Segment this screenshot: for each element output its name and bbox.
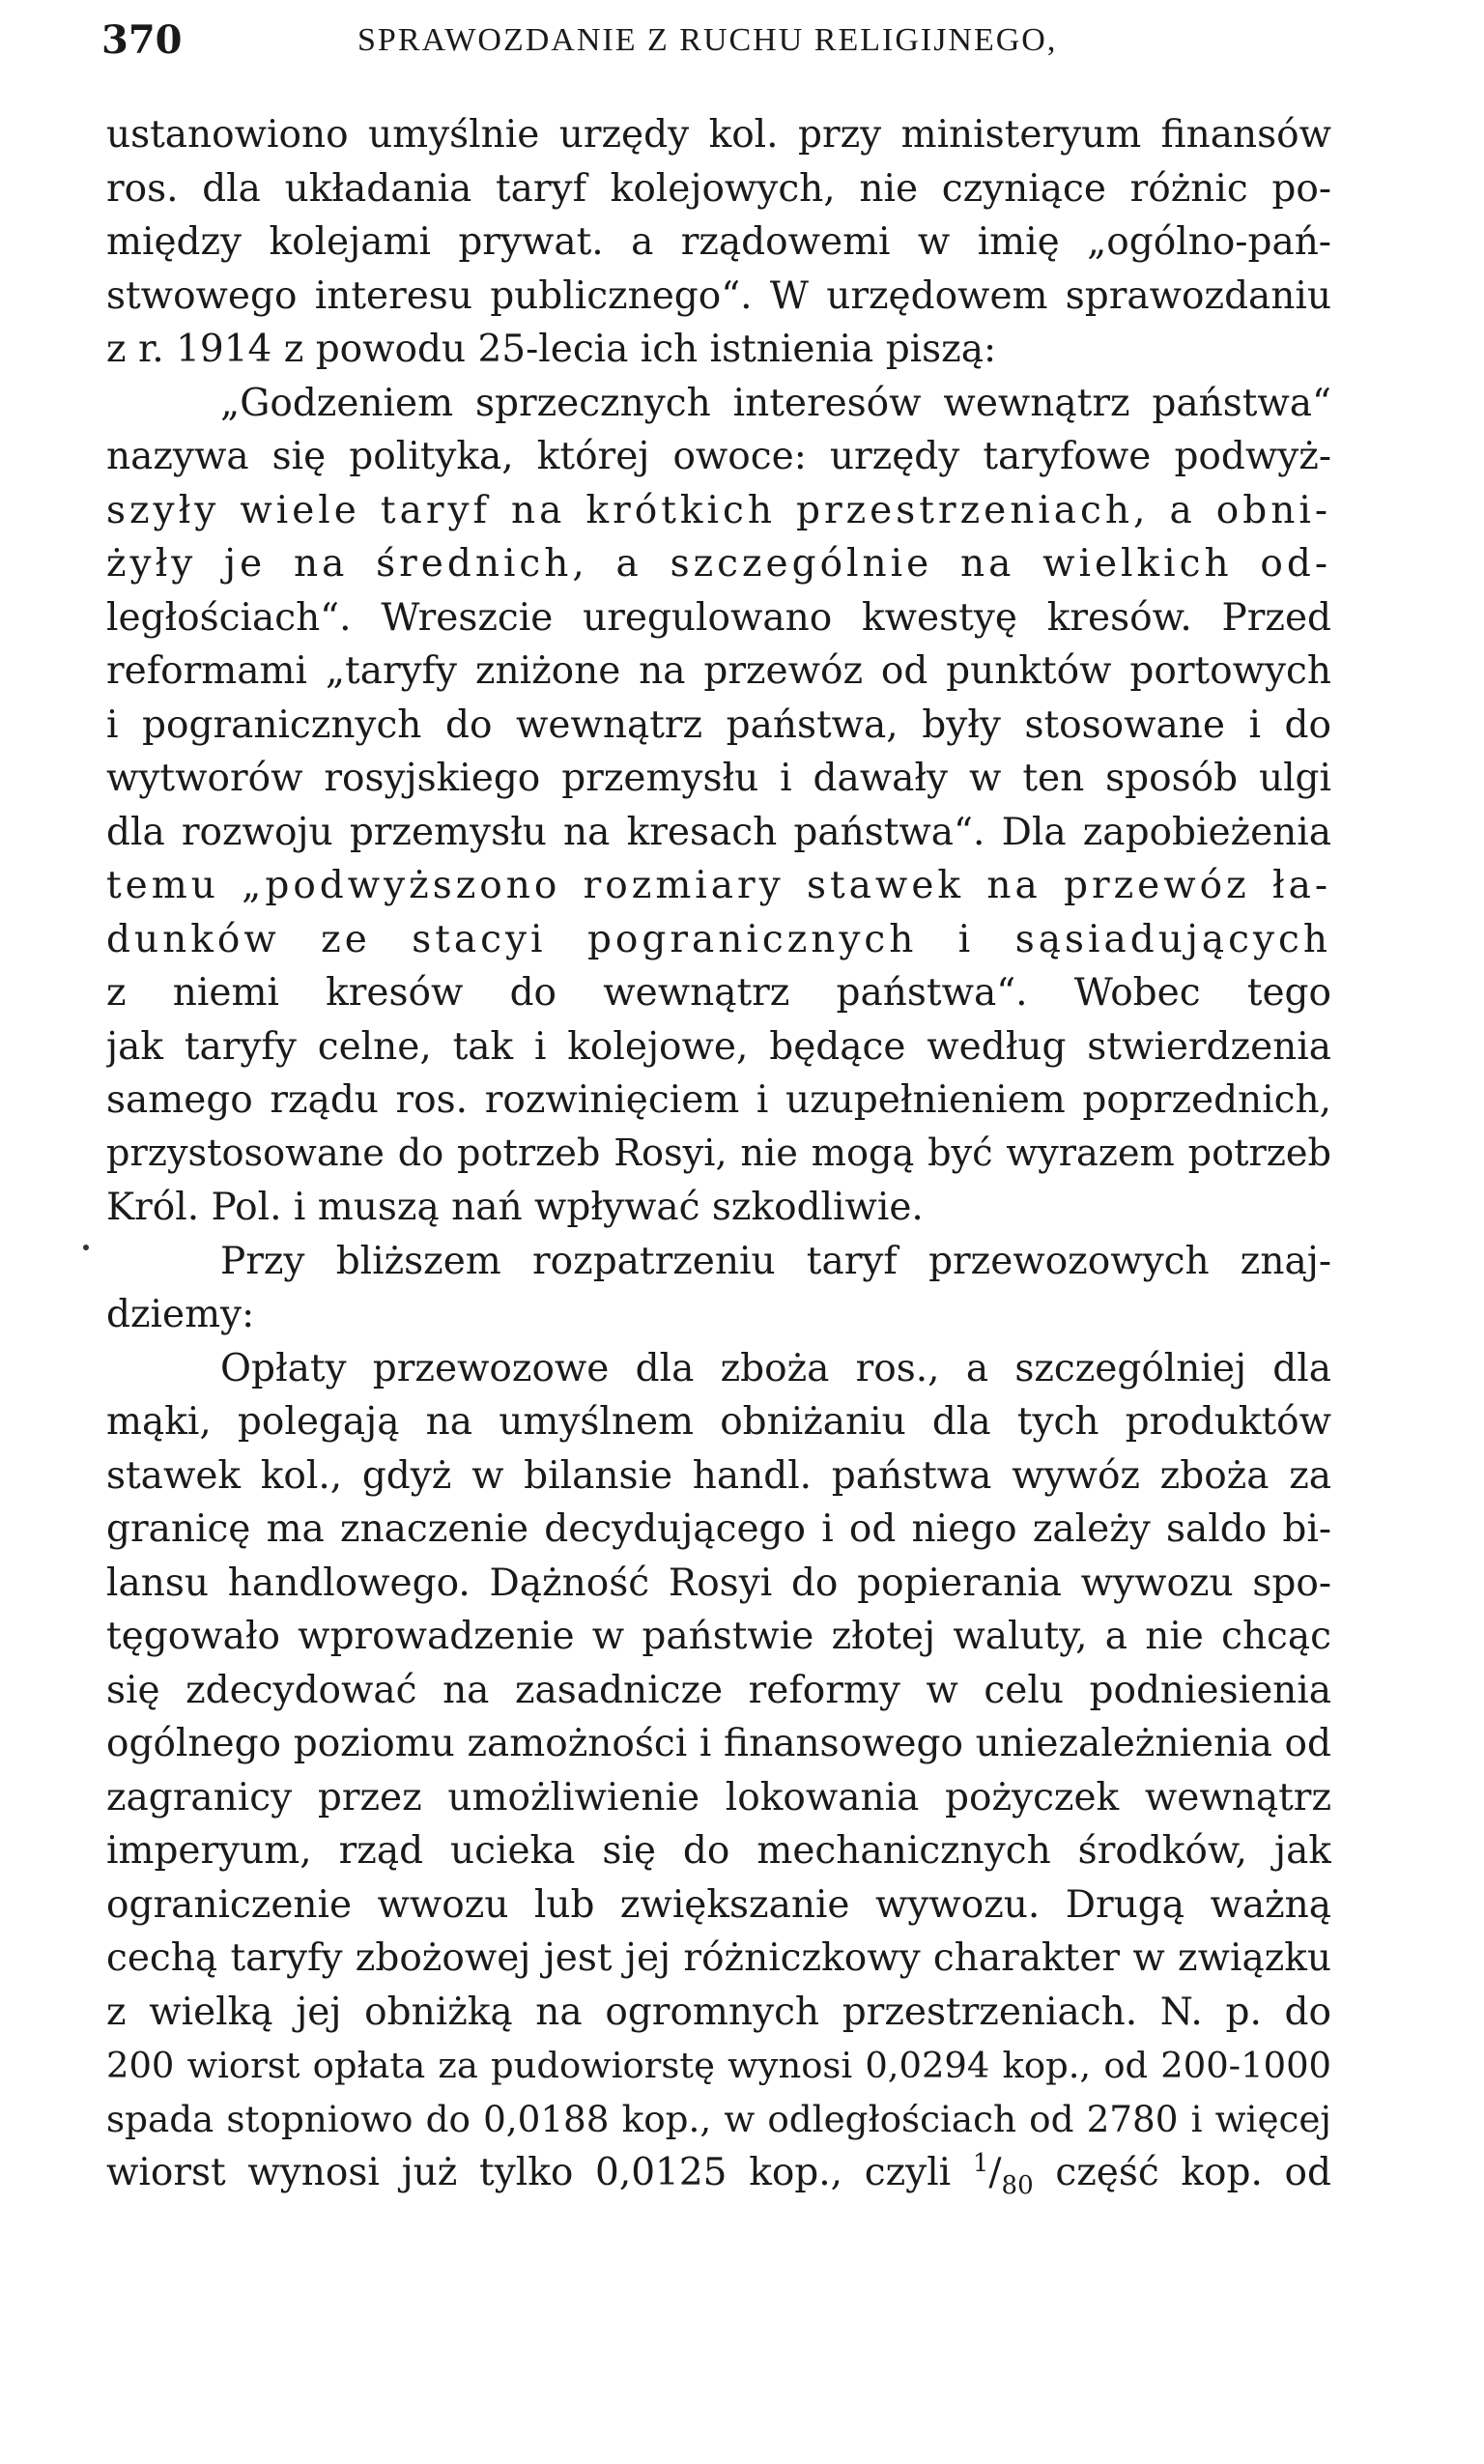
text-line: ogólnego poziomu zamożności i finansowego uniezależnienia od: [106, 1722, 1331, 1765]
text-line: ległościach“. Wreszcie uregulowano kwestyę kresów. Przed: [106, 595, 1331, 640]
text-line: dla rozwoju przemysłu na kresach państwa“. Dla zapobieżenia: [106, 810, 1331, 854]
text-line: imperyum, rząd ucieka się do mechanicznych środków, jak: [106, 1829, 1331, 1873]
text-line: jak taryfy celne, tak i kolejowe, będące według stwierdzenia: [106, 1024, 1331, 1069]
final-text-after: część kop. od: [1033, 2151, 1331, 2194]
text-line: między kolejami prywat. a rządowemi w imię „ogólno-pań-: [106, 220, 1331, 264]
fraction-denominator: 80: [1001, 2170, 1034, 2200]
text-line: reformami „taryfy zniżone na przewóz od punktów portowych: [106, 649, 1331, 693]
text-line: ustanowiono umyślnie urzędy kol. przy ministeryum finansów: [106, 113, 1331, 157]
text-line: granicę ma znaczenie decydującego i od niego zależy saldo bi-: [106, 1507, 1331, 1551]
text-line: nazywa się polityka, której owoce: urzędy taryfowe podwyż-: [106, 435, 1331, 478]
text-line: samego rządu ros. rozwinięciem i uzupełnieniem poprzednich,: [106, 1078, 1331, 1122]
text-line: Opłaty przewozowe dla zboża ros., a szczególniej dla: [220, 1346, 1331, 1390]
text-line: Król. Pol. i muszą nań wpływać szkodliwie.: [106, 1186, 924, 1229]
text-line: mąki, polegają na umyślnem obniżaniu dla tych produktów: [106, 1400, 1331, 1444]
text-line: spada stopniowo do 0,0188 kop., w odległościach od 2780 i więcej: [106, 2097, 1331, 2140]
text-line: „Godzeniem sprzecznych interesów wewnątrz państwa“: [220, 381, 1331, 425]
text-line-final: [106, 2146, 1331, 2200]
text-line: zagranicy przez umożliwienie lokowania pożyczek wewnątrz: [106, 1775, 1331, 1819]
margin-mark: [83, 1245, 89, 1250]
text-line: z r. 1914 z powodu 25-lecia ich istnienia piszą:: [106, 328, 997, 371]
text-line: temu „podwyższono rozmiary stawek na przewóz ła-: [106, 864, 1331, 907]
text-line: przystosowane do potrzeb Rosyi, nie mogą być wyrazem potrzeb: [106, 1132, 1331, 1175]
text-line: stwowego interesu publicznego“. W urzędowem sprawozdaniu: [106, 273, 1331, 318]
body-text: [106, 108, 1331, 2200]
page-header: [101, 14, 1140, 68]
text-line: cechą taryfy zbożowej jest jej różniczkowy charakter w związku: [106, 1936, 1331, 1980]
text-line: tęgowało wprowadzenie w państwie złotej waluty, a nie chcąc: [106, 1615, 1331, 1658]
text-line: dziemy:: [106, 1293, 255, 1336]
text-line: wytworów rosyjskiego przemysłu i dawały w ten sposób ulgi: [106, 757, 1331, 800]
text-line: się zdecydować na zasadnicze reformy w celu podniesienia: [106, 1668, 1331, 1712]
text-line: z niemi kresów do wewnątrz państwa“. Wobec tego: [106, 971, 1331, 1015]
text-line: i pogranicznych do wewnątrz państwa, były stosowane i do: [106, 702, 1331, 747]
text-line: 200 wiorst opłata za pudowiorstę wynosi 0,0294 kop., od 200-1000: [106, 2045, 1331, 2086]
text-line: Przy bliższem rozpatrzeniu taryf przewozowych znaj-: [220, 1239, 1331, 1283]
text-line: żyły je na średnich, a szczególnie na wielkich od-: [106, 542, 1331, 586]
page-number: 370: [101, 17, 183, 63]
fraction-numerator: 1: [972, 2149, 989, 2178]
text-line: dunków ze stacyi pogranicznych i sąsiadujących: [106, 917, 1331, 961]
text-line: ros. dla układania taryf kolejowych, nie czyniące różnic po-: [106, 166, 1331, 211]
text-line: lansu handlowego. Dążność Rosyi do popierania wywozu spo-: [106, 1561, 1331, 1605]
text-line: ograniczenie wwozu lub zwiększanie wywozu. Drugą ważną: [106, 1882, 1331, 1927]
running-title: SPRAWOZDANIE Z RUCHU RELIGIJNEGO,: [357, 22, 1058, 58]
final-text-before: wiorst wynosi już tylko 0,0125 kop., czyli: [106, 2151, 973, 2194]
text-line: stawek kol., gdyż w bilansie handl. państwa wywóz zboża za: [106, 1453, 1331, 1498]
fraction-slash: /: [988, 2151, 1002, 2194]
text-line: szyły wiele taryf na krótkich przestrzeniach, a obni-: [106, 488, 1331, 532]
text-line: z wielką jej obniżką na ogromnych przestrzeniach. N. p. do: [106, 1990, 1331, 2034]
